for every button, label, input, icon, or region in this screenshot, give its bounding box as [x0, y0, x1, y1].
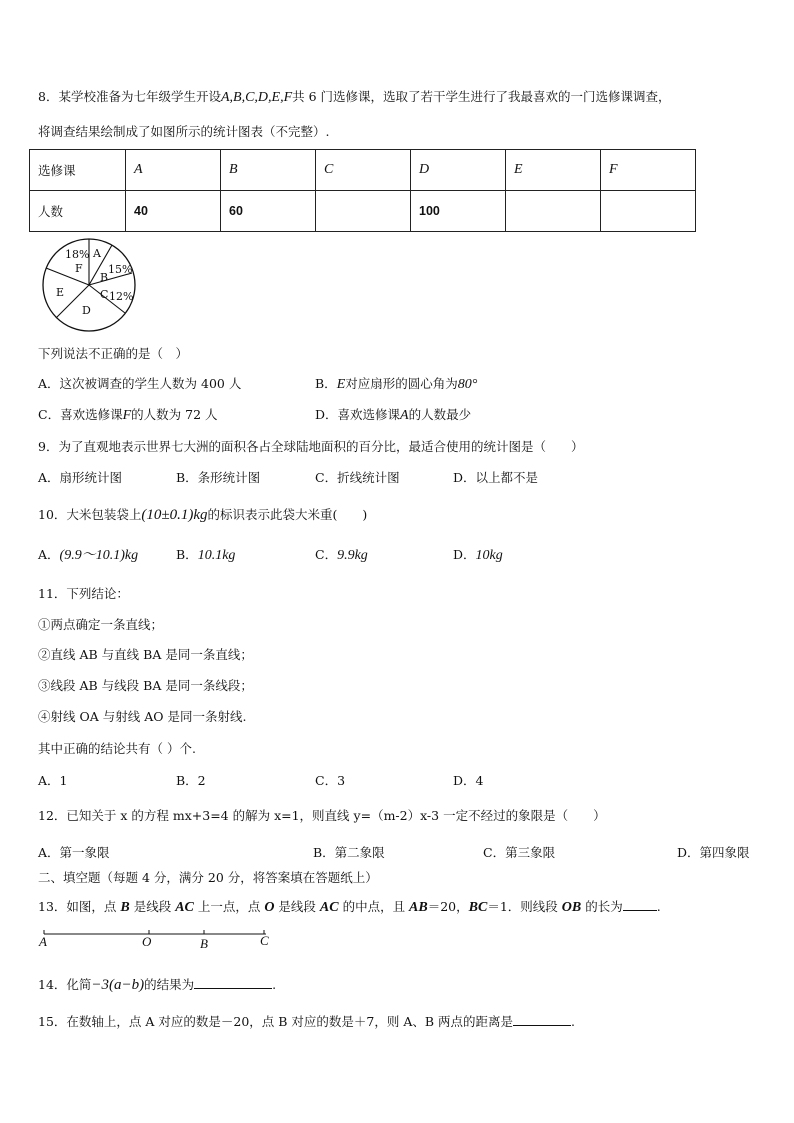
q15-text	[38, 1011, 575, 1031]
q11-option-c: C．3	[315, 773, 346, 788]
table-course-e: E	[506, 150, 601, 191]
q12-option-a: A．第一象限	[38, 845, 110, 860]
q14-answer-blank[interactable]	[194, 974, 272, 989]
pie-label-b-percent: 15%	[108, 263, 133, 276]
q12-option-c: C．第三象限	[483, 845, 556, 860]
q11-title: 11．下列结论：	[38, 586, 129, 601]
q9-option-d: D．以上都不是	[453, 470, 539, 485]
q13-v3: O	[264, 900, 275, 915]
q15-end: .	[571, 1014, 576, 1029]
q10-option-d-prefix: D．	[453, 547, 476, 562]
q13-p4: 是线段	[274, 899, 320, 914]
pie-label-f: F	[75, 262, 83, 275]
q11-item-3: ③线段 AB 与线段 BA 是同一条线段；	[38, 678, 253, 693]
segment-figure	[36, 924, 276, 950]
q10-option-b-prefix: B．	[176, 547, 198, 562]
q14-math: −3(a−b)	[91, 977, 145, 993]
q10-math: (10±0.1)kg	[141, 507, 208, 523]
table-count-f	[601, 191, 696, 232]
table-course-b: B	[221, 150, 316, 191]
q13-p8: 的长为	[581, 899, 623, 914]
segment-point-o: O	[142, 934, 152, 949]
q11-option-a: A．1	[38, 773, 68, 788]
q10-post: 的标识表示此袋大米重( )	[207, 507, 368, 522]
q10-option-b	[176, 546, 235, 565]
segment-point-a: A	[39, 934, 47, 949]
pie-label-d: D	[82, 304, 91, 317]
table-course-c: C	[316, 150, 411, 191]
q12-text: 12．已知关于 x 的方程 mx+3=4 的解为 x=1，则直线 y=（m-2）x-3 一定不经过的象限是（ ）	[38, 808, 606, 823]
table-row-label: 人数	[30, 191, 126, 232]
q11-question: 其中正确的结论共有（ ）个.	[38, 741, 196, 756]
segment-point-b: B	[200, 936, 208, 950]
q15-answer-blank[interactable]	[513, 1011, 571, 1026]
pie-label-c: C	[100, 288, 109, 301]
q8-option-b-text: 对应扇形的圆心角为	[345, 376, 458, 391]
q8-option-c-prefix: C．喜欢选修课	[38, 407, 123, 422]
q14-post: 的结果为	[144, 977, 195, 992]
q8-line1-post: 共 6 门选修课，选取了若干学生进行了我最喜欢的一门选修课调查，	[292, 89, 671, 104]
q13-v5: AB	[409, 900, 428, 915]
q11-item-4: ④射线 OA 与射线 AO 是同一条射线.	[38, 709, 247, 724]
q13-p6: ＝20，	[427, 899, 469, 914]
q8-option-d	[315, 406, 471, 425]
q11-option-b: B．2	[176, 773, 206, 788]
q13-p3: 上一点，点	[193, 899, 265, 914]
q13-end: .	[656, 899, 661, 914]
q10-option-d	[453, 546, 503, 565]
q11-item-1: ①两点确定一条直线；	[38, 617, 164, 632]
pie-label-f-percent: 18%	[65, 248, 90, 261]
q13-p1: 13．如图，点	[38, 899, 121, 914]
q13-v6: BC	[468, 900, 488, 915]
q10-option-d-math: 10kg	[475, 548, 503, 563]
q13-v1: B	[120, 900, 130, 915]
table-row-counts	[30, 191, 696, 232]
table-count-a: 40	[126, 191, 221, 232]
pie-label-a: A	[93, 247, 101, 260]
q13-p7: ＝1．则线段	[487, 899, 562, 914]
q8-option-d-var: A	[400, 408, 409, 423]
pie-chart	[40, 236, 138, 334]
q10-option-c-prefix: C．	[315, 547, 338, 562]
table-count-d: 100	[411, 191, 506, 232]
q14-pre: 14．化简	[38, 977, 92, 992]
q10-option-a-prefix: A．	[38, 547, 60, 562]
q13-p2: 是线段	[129, 899, 176, 914]
segment-point-c: C	[260, 933, 269, 948]
q9-option-a: A．扇形统计图	[38, 470, 123, 485]
q13-p5: 的中点，且	[338, 899, 410, 914]
pie-label-e: E	[56, 286, 65, 299]
q10-option-c	[315, 546, 368, 565]
survey-table	[29, 149, 696, 232]
q10-option-a	[38, 546, 138, 565]
q14-end: .	[272, 977, 277, 992]
pie-label-c-percent: 12%	[109, 290, 134, 303]
q8-option-c-text: 的人数为 72 人	[131, 407, 218, 422]
q12-option-d: D．第四象限	[677, 845, 750, 860]
q8-option-b-math: 80°	[457, 377, 478, 392]
q14-text	[38, 974, 276, 994]
q8-option-b	[315, 375, 477, 394]
table-course-f: F	[601, 150, 696, 191]
q9-option-c: C．折线统计图	[315, 470, 400, 485]
q8-option-d-text: 的人数最少	[408, 407, 472, 422]
q9-option-b: B．条形统计图	[176, 470, 261, 485]
q10-pre: 10．大米包装袋上	[38, 507, 142, 522]
q8-line2: 将调查结果绘制成了如图所示的统计图表（不完整）.	[38, 124, 330, 139]
q13-v7: OB	[561, 900, 582, 915]
table-course-d: D	[411, 150, 506, 191]
q8-courses: A,B,C,D,E,F	[220, 90, 293, 105]
table-header-label: 选修课	[30, 150, 126, 191]
q11-option-d: D．4	[453, 773, 484, 788]
q13-text	[38, 896, 661, 917]
q12-option-b: B．第二象限	[313, 845, 385, 860]
table-course-a: A	[126, 150, 221, 191]
q8-option-b-prefix: B．	[315, 376, 337, 391]
q8-option-c-var: F	[122, 408, 132, 423]
q10-text	[38, 506, 367, 524]
q13-v2: AC	[175, 900, 194, 915]
q8-option-c	[38, 406, 218, 425]
q8-line1-pre: 8．某学校准备为七年级学生开设	[38, 89, 221, 104]
q8-option-a: A．这次被调查的学生人数为 400 人	[38, 376, 242, 391]
table-row-courses	[30, 150, 696, 191]
q13-v4: AC	[319, 900, 339, 915]
q11-item-2: ②直线 AB 与直线 BA 是同一条直线；	[38, 647, 253, 662]
pie-label-b: B	[100, 271, 109, 284]
q15-body: 15．在数轴上，点 A 对应的数是－20，点 B 对应的数是＋7，则 A、B 两点的距离是	[38, 1014, 514, 1029]
table-count-b: 60	[221, 191, 316, 232]
table-count-e	[506, 191, 601, 232]
q8-option-d-prefix: D．喜欢选修课	[315, 407, 401, 422]
section-heading: 二、填空题（每题 4 分，满分 20 分，将答案填在答题纸上）	[38, 870, 378, 885]
table-count-c	[316, 191, 411, 232]
q10-option-c-math: 9.9kg	[337, 548, 368, 563]
q8-option-b-var: E	[336, 377, 346, 392]
q10-option-a-math: (9.9～10.1)kg	[59, 548, 139, 563]
q9-text: 9．为了直观地表示世界七大洲的面积各占全球陆地面积的百分比，最适合使用的统计图是（ ）	[38, 439, 584, 454]
q8-line1	[38, 88, 671, 107]
q13-answer-blank[interactable]	[623, 896, 657, 911]
q10-option-b-math: 10.1kg	[197, 548, 236, 563]
q8-question: 下列说法不正确的是（ ）	[38, 346, 189, 361]
